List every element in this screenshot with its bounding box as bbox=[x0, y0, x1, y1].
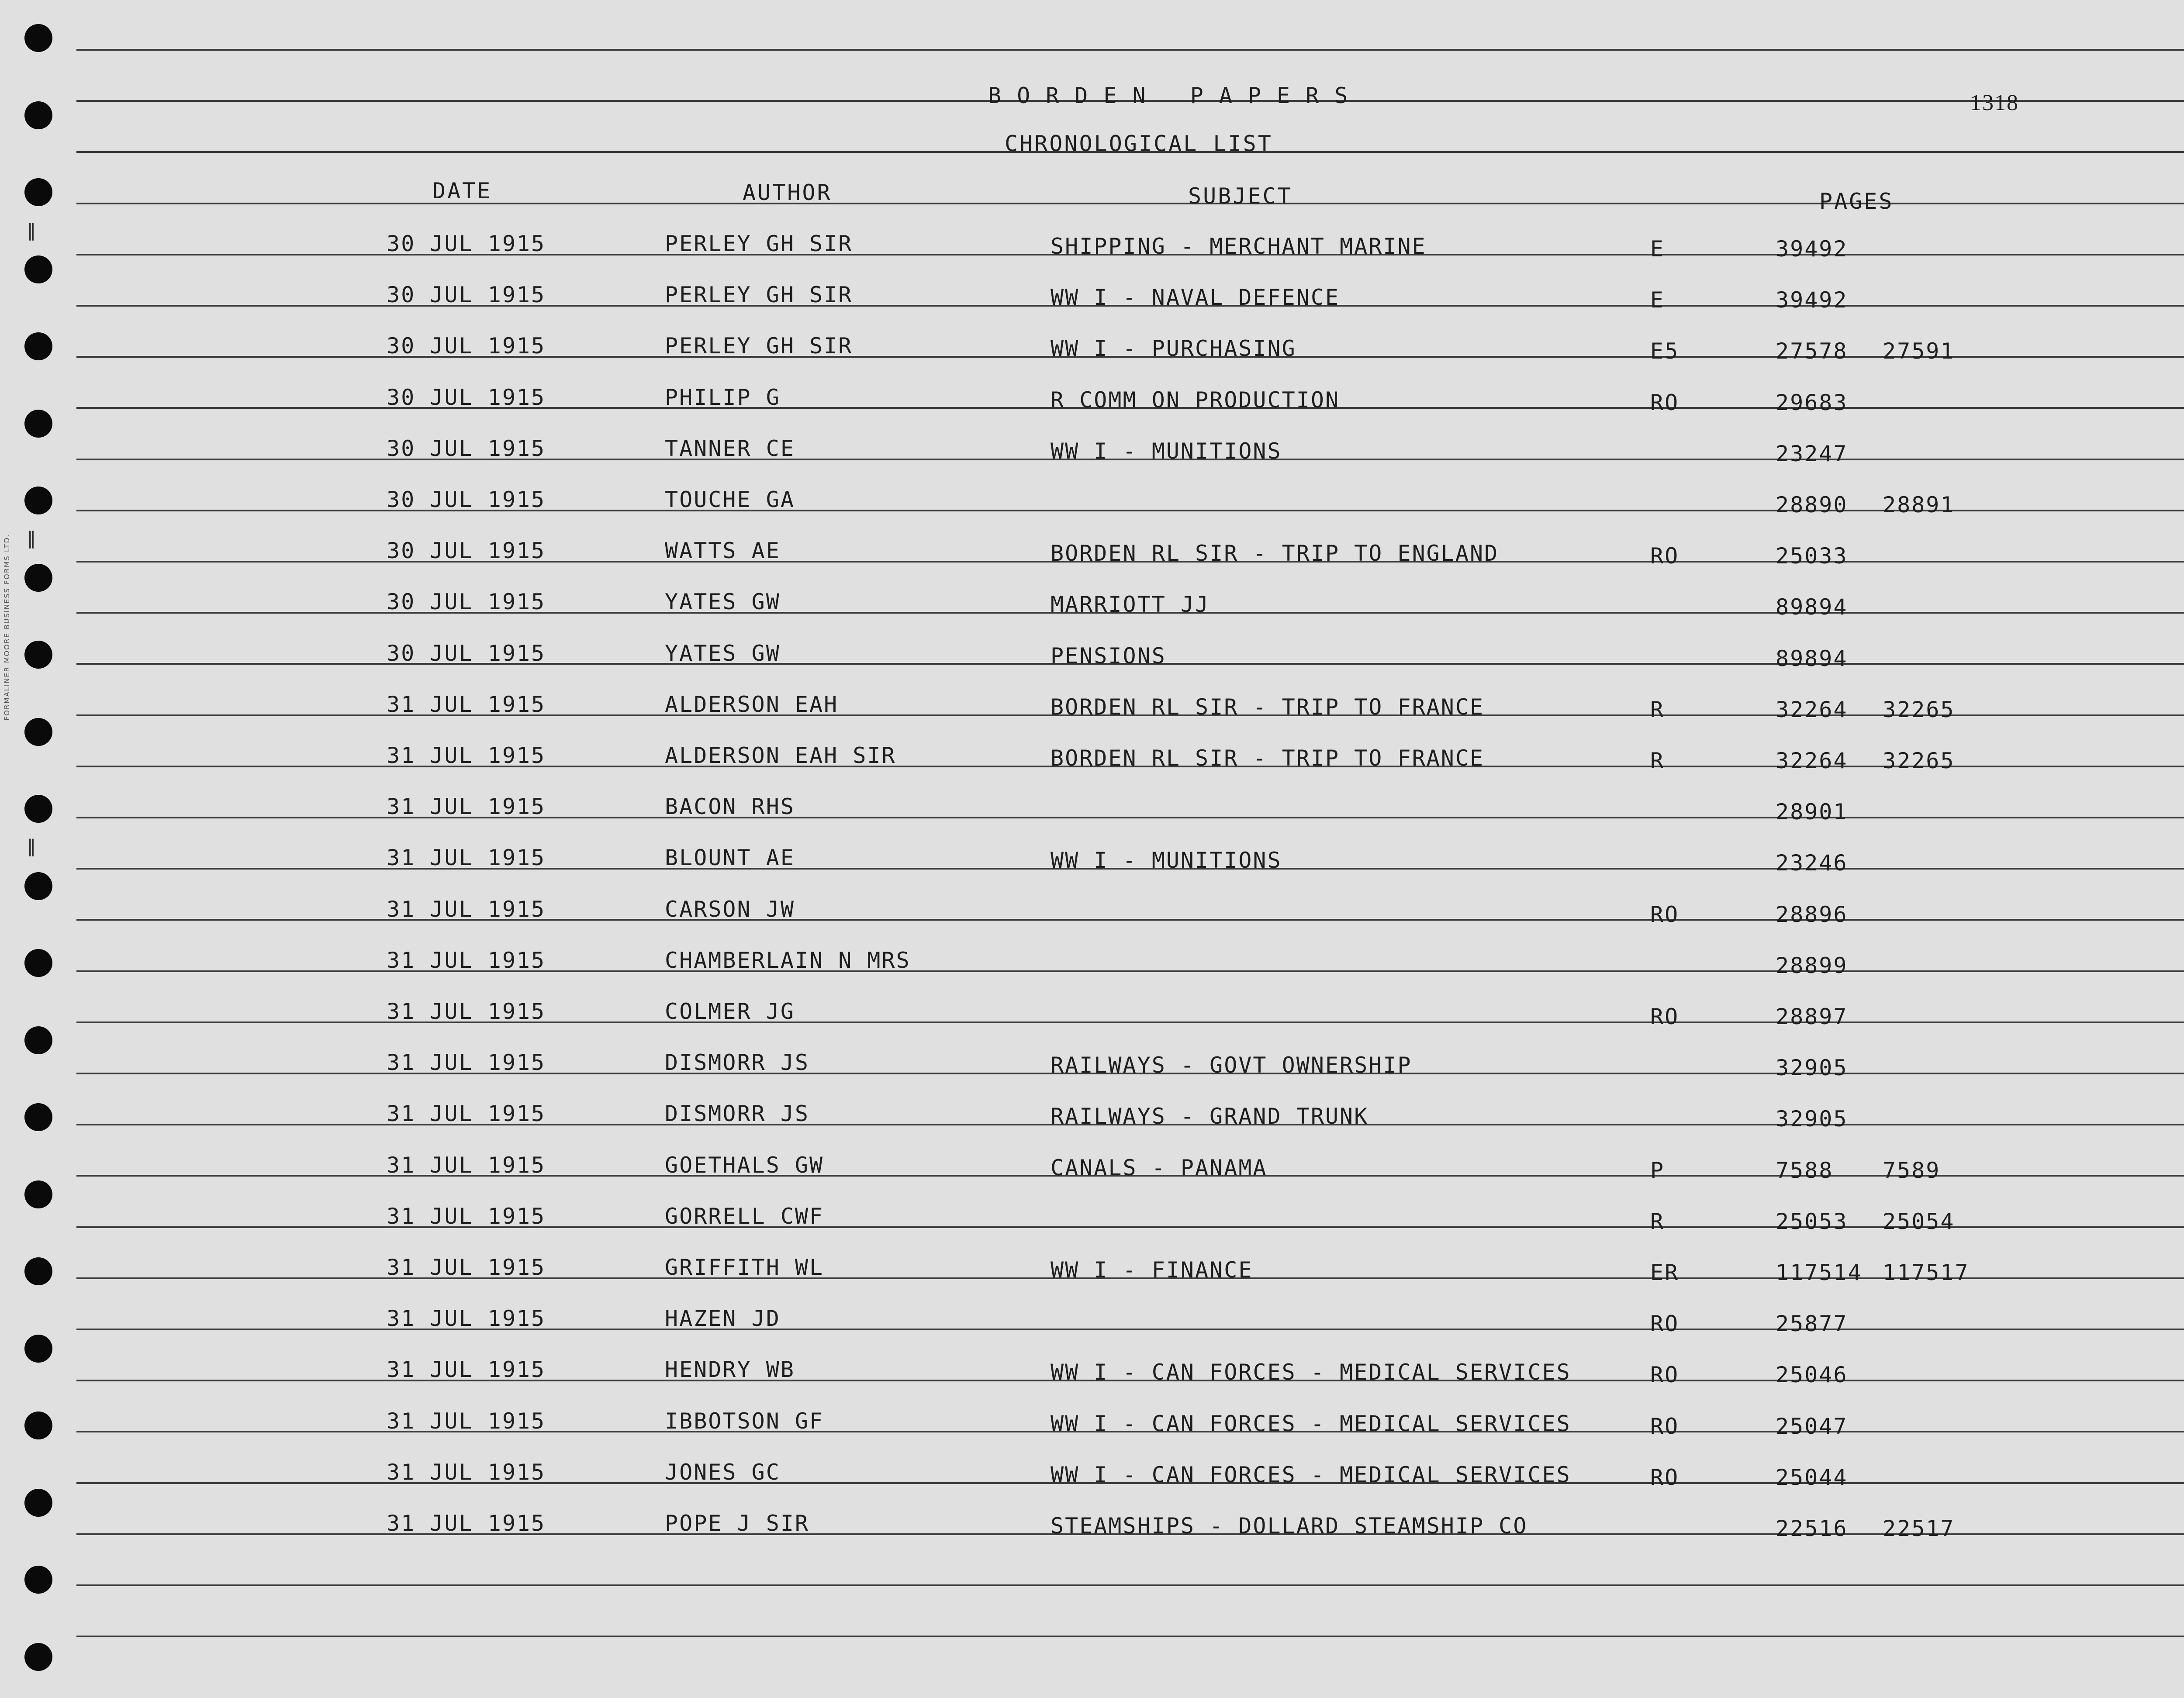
row-code: RO bbox=[1650, 1465, 1679, 1490]
row-date: 31 JUL 1915 bbox=[387, 794, 546, 819]
document-title: BORDEN PAPERS bbox=[988, 83, 1364, 108]
row-date: 30 JUL 1915 bbox=[387, 487, 546, 512]
row-page-end: 117517 bbox=[1883, 1260, 1970, 1285]
row-code: RO bbox=[1650, 1311, 1679, 1336]
table-row bbox=[0, 333, 2184, 384]
row-author: ALDERSON EAH SIR bbox=[665, 743, 896, 768]
row-code: E bbox=[1650, 287, 1665, 313]
form-rule bbox=[76, 49, 2184, 51]
row-page-end: 32265 bbox=[1883, 697, 1955, 722]
table-row bbox=[0, 998, 2184, 1049]
row-subject: WW I - PURCHASING bbox=[1051, 336, 1296, 361]
row-date: 31 JUL 1915 bbox=[387, 845, 546, 870]
carriage-mark: ‖ bbox=[27, 836, 36, 856]
row-date: 31 JUL 1915 bbox=[387, 948, 546, 973]
table-row bbox=[0, 1356, 2184, 1408]
row-page-start: 32264 bbox=[1776, 748, 1848, 773]
row-page-start: 25053 bbox=[1776, 1209, 1848, 1234]
row-date: 31 JUL 1915 bbox=[387, 1357, 546, 1382]
table-row bbox=[0, 1254, 2184, 1305]
row-author: GORRELL CWF bbox=[665, 1204, 824, 1229]
row-date: 31 JUL 1915 bbox=[387, 743, 546, 768]
table-row bbox=[0, 1510, 2184, 1561]
row-date: 30 JUL 1915 bbox=[387, 385, 546, 410]
row-page-start: 28901 bbox=[1776, 799, 1848, 825]
row-author: GOETHALS GW bbox=[665, 1153, 824, 1178]
row-page-end: 25054 bbox=[1883, 1209, 1955, 1234]
row-date: 30 JUL 1915 bbox=[387, 436, 546, 461]
row-subject: WW I - NAVAL DEFENCE bbox=[1051, 285, 1340, 310]
row-date: 31 JUL 1915 bbox=[387, 1408, 546, 1434]
punch-hole bbox=[24, 24, 52, 52]
row-author: IBBOTSON GF bbox=[665, 1408, 824, 1434]
table-row bbox=[0, 384, 2184, 435]
row-page-start: 89894 bbox=[1776, 594, 1848, 620]
carriage-mark: ‖ bbox=[27, 528, 36, 549]
row-page-start: 7588 bbox=[1776, 1158, 1834, 1183]
row-code: RO bbox=[1650, 1362, 1679, 1387]
table-row bbox=[0, 435, 2184, 487]
row-code: E bbox=[1650, 236, 1665, 262]
row-code: R bbox=[1650, 748, 1665, 773]
form-rule bbox=[76, 1636, 2184, 1637]
row-code: ER bbox=[1650, 1260, 1679, 1285]
row-date: 31 JUL 1915 bbox=[387, 1460, 546, 1485]
row-subject: WW I - MUNITIONS bbox=[1051, 848, 1282, 873]
row-code: RO bbox=[1650, 1414, 1679, 1439]
row-subject: WW I - CAN FORCES - MEDICAL SERVICES bbox=[1051, 1462, 1571, 1487]
row-author: JONES GC bbox=[665, 1460, 781, 1485]
table-row bbox=[0, 640, 2184, 691]
row-page-start: 28896 bbox=[1776, 902, 1848, 927]
table-row bbox=[0, 538, 2184, 589]
row-code: R bbox=[1650, 1209, 1665, 1234]
row-page-start: 27578 bbox=[1776, 338, 1848, 364]
row-author: WATTS AE bbox=[665, 538, 781, 563]
row-page-start: 89894 bbox=[1776, 646, 1848, 671]
row-subject: MARRIOTT JJ bbox=[1051, 592, 1210, 617]
row-page-end: 7589 bbox=[1883, 1158, 1941, 1183]
row-subject: BORDEN RL SIR - TRIP TO FRANCE bbox=[1051, 745, 1485, 771]
row-date: 31 JUL 1915 bbox=[387, 692, 546, 717]
row-author: PERLEY GH SIR bbox=[665, 282, 853, 307]
row-date: 30 JUL 1915 bbox=[387, 282, 546, 307]
row-page-start: 23246 bbox=[1776, 850, 1848, 876]
row-author: PERLEY GH SIR bbox=[665, 333, 853, 359]
row-code: RO bbox=[1650, 902, 1679, 927]
row-page-start: 22516 bbox=[1776, 1516, 1848, 1541]
table-row bbox=[0, 1203, 2184, 1254]
row-date: 31 JUL 1915 bbox=[387, 1204, 546, 1229]
row-subject: BORDEN RL SIR - TRIP TO ENGLAND bbox=[1051, 541, 1499, 566]
table-row bbox=[0, 282, 2184, 333]
row-author: YATES GW bbox=[665, 641, 781, 666]
table-row bbox=[0, 1305, 2184, 1356]
row-subject: RAILWAYS - GOVT OWNERSHIP bbox=[1051, 1053, 1412, 1078]
row-author: COLMER JG bbox=[665, 999, 795, 1024]
row-subject: PENSIONS bbox=[1051, 643, 1166, 669]
row-author: CARSON JW bbox=[665, 897, 795, 922]
table-row bbox=[0, 896, 2184, 947]
table-row bbox=[0, 487, 2184, 538]
column-header-author: AUTHOR bbox=[743, 180, 832, 205]
row-code: RO bbox=[1650, 390, 1679, 415]
row-author: DISMORR JS bbox=[665, 1101, 810, 1126]
row-subject: STEAMSHIPS - DOLLARD STEAMSHIP CO bbox=[1051, 1513, 1528, 1539]
row-code: RO bbox=[1650, 1004, 1679, 1029]
row-page-end: 28891 bbox=[1883, 492, 1955, 518]
table-row bbox=[0, 1049, 2184, 1101]
row-subject: RAILWAYS - GRAND TRUNK bbox=[1051, 1104, 1369, 1129]
row-author: HAZEN JD bbox=[665, 1306, 781, 1331]
side-imprint: FORMALINER MOORE BUSINESS FORMS LTD. bbox=[3, 534, 11, 721]
row-page-start: 29683 bbox=[1776, 390, 1848, 415]
page-number: 1318 bbox=[1970, 90, 2019, 115]
row-subject: WW I - CAN FORCES - MEDICAL SERVICES bbox=[1051, 1411, 1571, 1436]
table-row bbox=[0, 845, 2184, 896]
row-date: 30 JUL 1915 bbox=[387, 538, 546, 563]
row-code: R bbox=[1650, 697, 1665, 722]
table-row bbox=[0, 1101, 2184, 1152]
row-date: 31 JUL 1915 bbox=[387, 1101, 546, 1126]
row-author: YATES GW bbox=[665, 589, 781, 614]
row-author: ALDERSON EAH bbox=[665, 692, 839, 717]
column-header-date: DATE bbox=[432, 178, 492, 204]
row-page-start: 25046 bbox=[1776, 1362, 1848, 1387]
row-page-start: 28899 bbox=[1776, 953, 1848, 978]
row-date: 31 JUL 1915 bbox=[387, 1306, 546, 1331]
row-subject: WW I - MUNITIONS bbox=[1051, 438, 1282, 464]
table-row bbox=[0, 794, 2184, 845]
row-date: 31 JUL 1915 bbox=[387, 1511, 546, 1536]
row-page-start: 117514 bbox=[1776, 1260, 1863, 1285]
row-author: GRIFFITH WL bbox=[665, 1255, 824, 1280]
row-page-end: 22517 bbox=[1883, 1516, 1955, 1541]
row-page-start: 25033 bbox=[1776, 543, 1848, 569]
table-row bbox=[0, 691, 2184, 742]
column-header-subject: SUBJECT bbox=[1188, 183, 1292, 209]
punch-hole bbox=[24, 101, 52, 129]
row-code: E5 bbox=[1650, 338, 1679, 364]
row-date: 31 JUL 1915 bbox=[387, 897, 546, 922]
row-date: 30 JUL 1915 bbox=[387, 231, 546, 256]
form-rule bbox=[76, 1584, 2184, 1586]
row-page-start: 32264 bbox=[1776, 697, 1848, 722]
row-date: 30 JUL 1915 bbox=[387, 589, 546, 614]
row-author: TANNER CE bbox=[665, 436, 795, 461]
row-page-end: 27591 bbox=[1883, 338, 1955, 364]
table-row bbox=[0, 589, 2184, 640]
row-subject: WW I - FINANCE bbox=[1051, 1257, 1253, 1283]
row-subject: CANALS - PANAMA bbox=[1051, 1155, 1268, 1180]
row-page-end: 32265 bbox=[1883, 748, 1955, 773]
row-author: PERLEY GH SIR bbox=[665, 231, 853, 256]
row-page-start: 28890 bbox=[1776, 492, 1848, 518]
row-page-start: 32905 bbox=[1776, 1106, 1848, 1132]
row-page-start: 23247 bbox=[1776, 441, 1848, 466]
row-author: PHILIP G bbox=[665, 385, 781, 410]
row-author: CHAMBERLAIN N MRS bbox=[665, 948, 911, 973]
row-date: 31 JUL 1915 bbox=[387, 1255, 546, 1280]
row-page-start: 25877 bbox=[1776, 1311, 1848, 1336]
row-code: P bbox=[1650, 1158, 1665, 1183]
row-page-start: 25047 bbox=[1776, 1414, 1848, 1439]
row-author: TOUCHE GA bbox=[665, 487, 795, 512]
row-date: 31 JUL 1915 bbox=[387, 999, 546, 1024]
row-author: DISMORR JS bbox=[665, 1050, 810, 1075]
punch-hole bbox=[24, 1566, 52, 1594]
punch-hole bbox=[24, 1643, 52, 1671]
table-row bbox=[0, 947, 2184, 998]
row-subject: BORDEN RL SIR - TRIP TO FRANCE bbox=[1051, 694, 1485, 720]
row-page-start: 25044 bbox=[1776, 1465, 1848, 1490]
row-author: HENDRY WB bbox=[665, 1357, 795, 1382]
punch-hole bbox=[24, 178, 52, 206]
row-subject: SHIPPING - MERCHANT MARINE bbox=[1051, 234, 1427, 259]
row-page-start: 28897 bbox=[1776, 1004, 1848, 1029]
row-date: 30 JUL 1915 bbox=[387, 641, 546, 666]
row-author: BACON RHS bbox=[665, 794, 795, 819]
row-page-start: 39492 bbox=[1776, 236, 1848, 262]
table-row bbox=[0, 231, 2184, 282]
carriage-mark: ‖ bbox=[27, 221, 36, 241]
row-date: 30 JUL 1915 bbox=[387, 333, 546, 359]
table-row bbox=[0, 742, 2184, 794]
row-page-start: 32905 bbox=[1776, 1055, 1848, 1080]
table-row bbox=[0, 1152, 2184, 1203]
row-page-start: 39492 bbox=[1776, 287, 1848, 313]
row-subject: WW I - CAN FORCES - MEDICAL SERVICES bbox=[1051, 1360, 1571, 1385]
column-header-pages: PAGES bbox=[1819, 189, 1894, 214]
table-row bbox=[0, 1459, 2184, 1510]
row-author: POPE J SIR bbox=[665, 1511, 810, 1536]
list-subtitle: CHRONOLOGICAL LIST bbox=[1005, 131, 1273, 156]
row-subject: R COMM ON PRODUCTION bbox=[1051, 387, 1340, 413]
row-code: RO bbox=[1650, 543, 1679, 569]
table-row bbox=[0, 1408, 2184, 1459]
row-date: 31 JUL 1915 bbox=[387, 1050, 546, 1075]
row-author: BLOUNT AE bbox=[665, 845, 795, 870]
row-date: 31 JUL 1915 bbox=[387, 1153, 546, 1178]
